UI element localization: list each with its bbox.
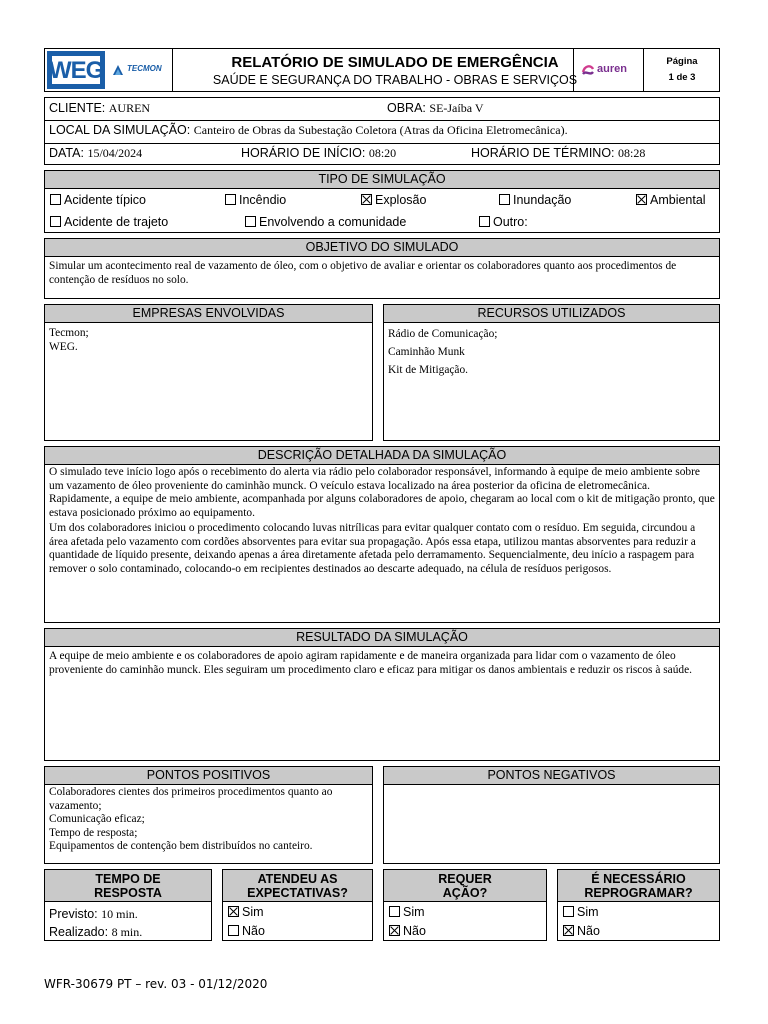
option-outro[interactable]: Outro:: [479, 215, 528, 229]
report-subtitle: SAÚDE E SEGURANÇA DO TRABALHO - OBRAS E SERVIÇOS: [212, 73, 578, 87]
option-comunidade[interactable]: Envolvendo a comunidade: [245, 215, 406, 229]
option-acidente-tipico[interactable]: Acidente típico: [50, 193, 146, 207]
empresas-box: [44, 304, 373, 441]
termino-field: HORÁRIO DE TÉRMINO: 08:28: [471, 146, 646, 160]
weg-logo-text: WEG: [49, 57, 104, 84]
reprogramar-nao[interactable]: Não: [563, 924, 600, 938]
previsto-label: Previsto:: [49, 907, 98, 921]
recurso-item: Kit de Mitigação.: [388, 364, 469, 376]
cliente-value: AUREN: [108, 101, 151, 115]
local-value: Canteiro de Obras da Subestação Coletora (Atras da Oficina Eletromecânica).: [193, 123, 568, 137]
realizado-label: Realizado:: [49, 925, 109, 939]
positivo-item: Equipamentos de contenção bem distribuídos no canteiro.: [49, 840, 313, 852]
empresas-title: EMPRESAS ENVOLVIDAS: [45, 305, 372, 323]
reprogramar-title: É NECESSÁRIO: [591, 872, 686, 886]
resultado-box: [44, 628, 720, 761]
recurso-item: Rádio de Comunicação;: [388, 328, 498, 340]
tipo-box: [44, 170, 720, 233]
checkbox[interactable]: [50, 194, 61, 205]
tempo-box: TEMPO DE RESPOSTA Previsto: 10 min. Realizado: 8 min.: [44, 869, 212, 941]
previsto-value: 10 min.: [101, 907, 138, 921]
checkbox[interactable]: [563, 906, 574, 917]
checkbox[interactable]: [245, 216, 256, 227]
data-value: 15/04/2024: [87, 146, 143, 160]
checkbox-checked[interactable]: [563, 925, 574, 936]
obra-value: SE-Jaíba V: [429, 101, 484, 115]
checkbox[interactable]: [228, 925, 239, 936]
requer-box: REQUER AÇÃO? Sim Não: [383, 869, 547, 941]
requer-sim[interactable]: Sim: [389, 905, 425, 919]
info-box: [44, 97, 720, 165]
reprogramar-sim[interactable]: Sim: [563, 905, 599, 919]
auren-mark-icon: [581, 63, 595, 77]
resultado-text: A equipe de meio ambiente e os colaboradores de apoio agiram rapidamente e de maneira organizada para lidar com o vazamento de óleo proveniente do caminhão munck. Eles seguiram um procedimento claro e eficaz para mitigar os danos ambientais e reduzir os riscos à saúde.: [49, 650, 693, 676]
objetivo-text: Simular um acontecimento real de vazamento de óleo, com o objetivo de avaliar e orientar os colaboradores quanto aos procedimentos de contenção de resíduos no solo.: [49, 260, 677, 286]
atendeu-nao[interactable]: Não: [228, 924, 265, 938]
negativos-box: [383, 766, 720, 864]
termino-value: 08:28: [618, 146, 646, 160]
page-label: Página: [666, 56, 698, 67]
header-box: [44, 48, 720, 92]
checkbox-checked[interactable]: [636, 194, 647, 205]
objetivo-title: OBJETIVO DO SIMULADO: [45, 239, 719, 257]
descricao-paragraph: O simulado teve início logo após o recebimento do alerta via rádio pelo colaborador responsável, informando à equipe de meio ambiente sobre um vazamento de óleo proveniente do caminhão munck. O veículo estava localizado na área posterior da oficina de eletromecânica. Rapidamente, a equipe de meio ambiente, acompanhada por alguns colaboradores de apoio, chegaram ao local com o kit de mitigação pronto, que estava posicionado próximo ao equipamento.: [49, 466, 715, 519]
reprogramar-box: É NECESSÁRIO REPROGRAMAR? Sim Não: [557, 869, 720, 941]
option-ambiental[interactable]: Ambiental: [636, 193, 706, 207]
objetivo-box: [44, 238, 720, 299]
checkbox-checked[interactable]: [228, 906, 239, 917]
requer-nao[interactable]: Não: [389, 924, 426, 938]
checkbox[interactable]: [389, 906, 400, 917]
checkbox[interactable]: [479, 216, 490, 227]
recursos-box: [383, 304, 720, 441]
checkbox[interactable]: [225, 194, 236, 205]
local-field: LOCAL DA SIMULAÇÃO: Canteiro de Obras da Subestação Coletora (Atras da Oficina Eletromecânica).: [49, 123, 568, 137]
tecmon-text: TECMON: [127, 64, 162, 73]
atendeu-box: ATENDEU AS EXPECTATIVAS? Sim Não: [222, 869, 373, 941]
checkbox[interactable]: [50, 216, 61, 227]
descricao-box: [44, 446, 720, 623]
checkbox-checked[interactable]: [361, 194, 372, 205]
empresa-item: Tecmon;: [49, 327, 89, 339]
inicio-field: HORÁRIO DE INÍCIO: 08:20: [241, 146, 397, 160]
footer-code: WFR-30679 PT – rev. 03 - 01/12/2020: [44, 977, 268, 991]
weg-logo: [47, 51, 105, 89]
descricao-paragraph: Um dos colaboradores iniciou o procedimento colocando luvas nitrílicas para evitar qualquer contato com o resíduo. Em seguida, circundou a área afetada pelo vazamento com cordões absorventes para evitar sua propagação. Após essa etapa, utilizou mantas absorventes para reduzir a quantidade de líquido presente, deixando apenas a área diretamente afetada pelo derramamento. Sequencialmente, deu início a raspagem para remover o solo contaminado, colocando-o em recipientes destinados ao descarte adequado, na célula de resíduos perigosos.: [49, 522, 696, 575]
auren-logo: [577, 62, 639, 80]
positivos-box: [44, 766, 373, 864]
obra-field: OBRA: SE-Jaíba V: [387, 101, 484, 115]
tipo-title: TIPO DE SIMULAÇÃO: [45, 171, 719, 189]
atendeu-title: ATENDEU AS: [257, 872, 338, 886]
option-inundacao[interactable]: Inundação: [499, 193, 571, 207]
positivo-item: Tempo de resposta;: [49, 826, 138, 839]
recursos-title: RECURSOS UTILIZADOS: [384, 305, 719, 323]
atendeu-sim[interactable]: Sim: [228, 905, 264, 919]
recurso-item: Caminhão Munk: [388, 346, 465, 358]
tecmon-mark-icon: [111, 63, 125, 77]
tecmon-logo: [111, 61, 169, 79]
descricao-title: DESCRIÇÃO DETALHADA DA SIMULAÇÃO: [45, 447, 719, 465]
option-incendio[interactable]: Incêndio: [225, 193, 286, 207]
resultado-title: RESULTADO DA SIMULAÇÃO: [45, 629, 719, 647]
auren-text: auren: [597, 63, 627, 75]
inicio-value: 08:20: [368, 146, 397, 160]
page-value: 1 de 3: [668, 72, 696, 83]
negativos-title: PONTOS NEGATIVOS: [384, 767, 719, 785]
requer-title: REQUER: [438, 872, 492, 886]
empresa-item: WEG.: [49, 341, 78, 353]
positivo-item: Colaboradores cientes dos primeiros procedimentos quanto ao vazamento;: [49, 786, 333, 812]
realizado-value: 8 min.: [111, 925, 143, 939]
tempo-title: TEMPO DE: [95, 872, 161, 886]
option-explosao[interactable]: Explosão: [361, 193, 426, 207]
positivos-title: PONTOS POSITIVOS: [45, 767, 372, 785]
data-field: DATA: 15/04/2024: [49, 146, 143, 160]
checkbox-checked[interactable]: [389, 925, 400, 936]
checkbox[interactable]: [499, 194, 510, 205]
positivo-item: Comunicação eficaz;: [49, 813, 145, 825]
option-acidente-trajeto[interactable]: Acidente de trajeto: [50, 215, 168, 229]
report-title: RELATÓRIO DE SIMULADO DE EMERGÊNCIA: [231, 54, 559, 71]
cliente-field: CLIENTE: AUREN: [49, 101, 151, 115]
